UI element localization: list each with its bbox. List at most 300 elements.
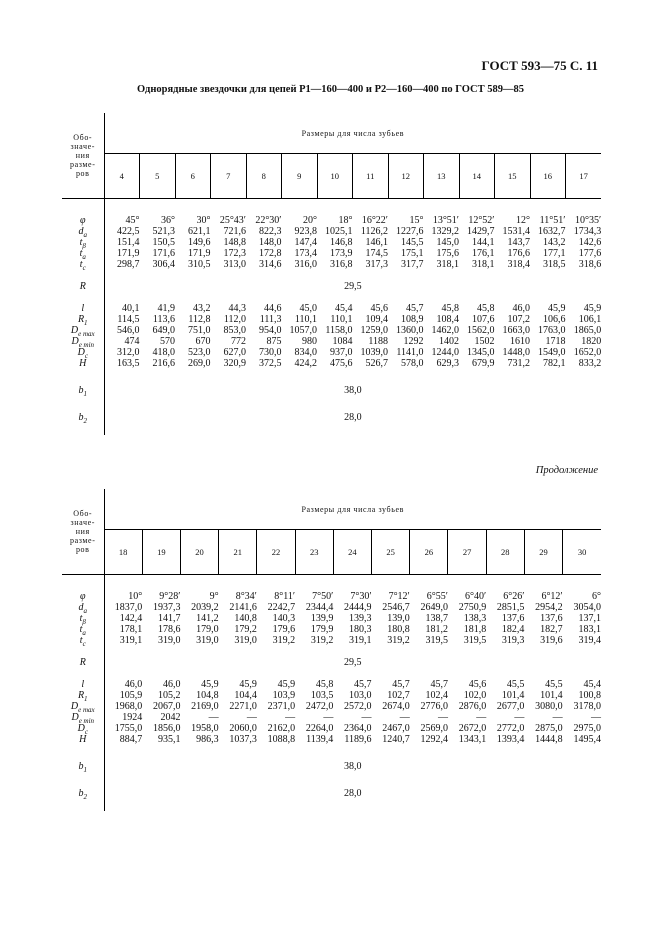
table-row <box>62 259 601 270</box>
value-cell: 2851,5 <box>496 602 525 613</box>
value-cell: 424,2 <box>294 358 317 369</box>
value-cell: 41,9 <box>157 303 175 314</box>
value-cell: 3054,0 <box>573 602 601 613</box>
value-cell: 182,4 <box>501 624 525 635</box>
table-row <box>62 385 601 396</box>
value-cell: 45,6 <box>370 303 388 314</box>
value-cell: 1734,3 <box>573 226 602 237</box>
value-cell: 1189,6 <box>344 734 372 745</box>
value-cell: 44,3 <box>228 303 246 314</box>
value-cell: 179,9 <box>310 624 334 635</box>
value-cell: 18° <box>338 215 353 226</box>
symbol-text: D <box>71 712 79 723</box>
value-cell: 103,9 <box>272 690 296 701</box>
row-symbol <box>62 761 104 772</box>
value-cell: 2141,6 <box>229 602 257 613</box>
value-cell: 46,0 <box>162 679 181 690</box>
symbol-text: R <box>77 314 85 325</box>
table-row <box>62 226 601 237</box>
value-cell: 314,6 <box>259 259 282 270</box>
table-row <box>62 624 601 635</box>
value-cell: 319,6 <box>540 635 563 646</box>
spacer <box>104 575 601 592</box>
value-cell: 1663,0 <box>502 325 530 336</box>
value-cell: 114,5 <box>117 314 140 325</box>
value-cell: 109,4 <box>365 314 388 325</box>
value-cell: 181,2 <box>425 624 448 635</box>
spacer <box>104 396 601 412</box>
value-cell: 875 <box>266 336 282 347</box>
spacer <box>62 575 104 592</box>
spacer <box>62 745 104 761</box>
value-cell: 670 <box>195 336 211 347</box>
value-cell: 312,0 <box>117 347 140 358</box>
value-cell: 177,6 <box>578 248 602 259</box>
value-cell: 143,7 <box>507 237 530 248</box>
value-cell: 46,0 <box>124 679 143 690</box>
table-row <box>62 788 601 799</box>
value-cell: 2876,0 <box>458 701 487 712</box>
symbol-text: t <box>79 248 83 259</box>
teeth-count: 18 <box>104 530 142 575</box>
value-cell: 16°22′ <box>361 215 388 226</box>
value-cell: 45,5 <box>545 679 563 690</box>
value-cell: 2242,7 <box>267 602 296 613</box>
symbol-text: d <box>78 226 84 237</box>
table-row <box>62 635 601 646</box>
value-cell: 319,2 <box>272 635 296 646</box>
value-cell: 2371,0 <box>267 701 296 712</box>
symbol-text: φ <box>79 215 86 226</box>
value-cell: 627,0 <box>223 347 246 358</box>
row-symbol <box>62 412 104 423</box>
value-cell: 105,9 <box>119 690 143 701</box>
value-cell: 45,9 <box>583 303 602 314</box>
value-cell: 106,6 <box>543 314 566 325</box>
spacer <box>104 270 601 281</box>
value-cell: 418,0 <box>152 347 175 358</box>
value-cell: 8°34′ <box>235 591 257 602</box>
spacer <box>62 369 104 385</box>
merged-value-cell: 29,5 <box>344 657 362 668</box>
symbol-text: D <box>70 701 79 712</box>
value-cell: 319,5 <box>425 635 448 646</box>
table-row <box>62 237 601 248</box>
value-cell: 523,0 <box>188 347 211 358</box>
symbol-subscript: a <box>83 607 87 615</box>
value-cell: 44,6 <box>264 303 282 314</box>
value-cell: 1057,0 <box>289 325 317 336</box>
value-cell: 318,5 <box>543 259 566 270</box>
value-cell: 310,5 <box>188 259 211 270</box>
value-cell: 474 <box>124 336 140 347</box>
value-cell: 137,6 <box>501 613 525 624</box>
value-cell: 216,6 <box>152 358 175 369</box>
value-cell: 181,8 <box>463 624 487 635</box>
value-cell: 2677,0 <box>496 701 525 712</box>
row-symbol <box>62 385 104 396</box>
value-cell: 43,2 <box>193 303 211 314</box>
symbol-text: R <box>77 690 85 701</box>
value-cell: 149,6 <box>188 237 211 248</box>
table-row <box>62 602 601 613</box>
value-cell: — <box>361 712 372 723</box>
teeth-count: 14 <box>459 154 495 199</box>
value-cell: 372,5 <box>259 358 282 369</box>
value-cell: 1084 <box>332 336 353 347</box>
value-cell: 2264,0 <box>305 723 334 734</box>
value-cell: 317,3 <box>365 259 388 270</box>
value-cell: 46,0 <box>512 303 530 314</box>
value-cell: 1037,3 <box>229 734 257 745</box>
value-cell: 546,0 <box>117 325 140 336</box>
teeth-count: 26 <box>410 530 448 575</box>
merged-value-cell: 28,0 <box>344 788 362 799</box>
value-cell: 2649,0 <box>420 602 448 613</box>
value-cell: 1126,2 <box>360 226 388 237</box>
value-cell: 2674,0 <box>382 701 410 712</box>
value-cell: 1360,0 <box>396 325 424 336</box>
value-cell: 6°26′ <box>503 591 525 602</box>
value-cell: 319,0 <box>196 635 219 646</box>
value-cell: 143,2 <box>543 237 566 248</box>
symbol-text: t <box>79 635 83 646</box>
teeth-count: 28 <box>486 530 524 575</box>
value-cell: 8°11′ <box>274 591 296 602</box>
row-symbol <box>62 325 104 336</box>
value-cell: 1502 <box>474 336 495 347</box>
symbol-subscript: e max <box>78 330 95 338</box>
spacer <box>104 369 601 385</box>
value-cell: 1025,1 <box>325 226 353 237</box>
teeth-count: 13 <box>424 154 460 199</box>
teeth-count: 7 <box>211 154 247 199</box>
value-cell: 150,5 <box>152 237 175 248</box>
value-cell: 173,4 <box>294 248 317 259</box>
value-cell: 45,8 <box>477 303 495 314</box>
value-cell: 15° <box>409 215 424 226</box>
row-symbol <box>62 358 104 369</box>
row-symbol <box>62 281 104 292</box>
teeth-count: 24 <box>333 530 371 575</box>
value-cell: — <box>552 712 563 723</box>
row-symbol <box>62 788 104 799</box>
teeth-count: 16 <box>530 154 566 199</box>
value-cell: 148,0 <box>259 237 282 248</box>
value-cell: 2472,0 <box>305 701 334 712</box>
value-cell: 45,7 <box>430 679 448 690</box>
symbol-subscript: a <box>82 629 86 637</box>
value-cell: 171,9 <box>188 248 211 259</box>
value-cell: 1240,7 <box>382 734 410 745</box>
spacer <box>62 772 104 788</box>
table-row <box>62 358 601 369</box>
value-cell: 139,3 <box>349 613 372 624</box>
teeth-count: 27 <box>448 530 486 575</box>
symbol-text: b <box>78 385 84 396</box>
value-cell: 1039,0 <box>360 347 388 358</box>
value-cell: 3080,0 <box>535 701 563 712</box>
value-cell: 1292,4 <box>420 734 448 745</box>
value-cell: 146,8 <box>330 237 353 248</box>
row-symbol <box>62 723 104 734</box>
teeth-count: 9 <box>282 154 318 199</box>
row-symbol <box>62 701 104 712</box>
value-cell: 45,8 <box>441 303 459 314</box>
value-cell: 313,0 <box>223 259 246 270</box>
teeth-count: 12 <box>388 154 424 199</box>
merged-value-cell: 28,0 <box>344 412 362 423</box>
table-row <box>62 336 601 347</box>
table-row <box>62 347 601 358</box>
value-cell: 319,0 <box>234 635 257 646</box>
value-cell: 751,0 <box>188 325 211 336</box>
symbol-text: t <box>79 624 83 635</box>
value-cell: 171,9 <box>117 248 140 259</box>
table-row <box>62 215 601 226</box>
teeth-count: 4 <box>104 154 140 199</box>
symbol-subscript: a <box>83 231 87 239</box>
value-cell: 183,1 <box>578 624 601 635</box>
table-row <box>62 314 601 325</box>
symbol-text: D <box>71 336 79 347</box>
value-cell: 100,8 <box>578 690 601 701</box>
value-cell: 319,3 <box>501 635 525 646</box>
row-symbol <box>62 712 104 723</box>
teeth-count: 11 <box>353 154 389 199</box>
value-cell: 102,7 <box>387 690 410 701</box>
symbol-text: b <box>78 412 84 423</box>
value-cell: 111,3 <box>259 314 282 325</box>
value-cell: 45,9 <box>277 679 296 690</box>
value-cell: 142,4 <box>119 613 143 624</box>
row-symbol <box>62 690 104 701</box>
value-cell: 2546,7 <box>382 602 410 613</box>
value-cell: 318,4 <box>507 259 530 270</box>
value-cell: 10° <box>128 591 143 602</box>
value-cell: 721,6 <box>223 226 246 237</box>
value-cell: 1139,4 <box>306 734 334 745</box>
value-cell: 104,8 <box>196 690 219 701</box>
value-cell: 101,4 <box>501 690 525 701</box>
value-cell: 319,1 <box>119 635 143 646</box>
value-cell: 2060,0 <box>229 723 257 734</box>
teeth-count: 15 <box>495 154 531 199</box>
value-cell: 112,8 <box>188 314 211 325</box>
value-cell: 2039,2 <box>191 602 219 613</box>
value-cell: 163,5 <box>117 358 140 369</box>
value-cell: 10°35′ <box>575 215 602 226</box>
spacer <box>62 199 104 216</box>
table-row <box>62 591 601 602</box>
symbol-text: H <box>79 734 87 745</box>
value-cell: 316,0 <box>294 259 317 270</box>
value-cell: 172,3 <box>223 248 246 259</box>
value-cell: 106,1 <box>578 314 602 325</box>
value-cell: 1837,0 <box>114 602 143 613</box>
value-cell: 772 <box>231 336 246 347</box>
value-cell: 621,1 <box>188 226 211 237</box>
sprocket-table-1 <box>62 113 601 435</box>
value-cell: 45,0 <box>299 303 317 314</box>
value-cell: 45,7 <box>406 303 424 314</box>
value-cell: — <box>399 712 410 723</box>
value-cell: 320,9 <box>223 358 246 369</box>
value-cell: 935,1 <box>157 734 181 745</box>
value-cell: 884,7 <box>119 734 143 745</box>
symbol-subscript: 1 <box>84 695 88 703</box>
value-cell: 180,3 <box>349 624 372 635</box>
teeth-count: 10 <box>317 154 353 199</box>
table-row <box>62 734 601 745</box>
value-cell: 113,6 <box>152 314 175 325</box>
symbol-text: l <box>81 679 85 690</box>
value-cell: 1292 <box>403 336 424 347</box>
value-cell: — <box>285 712 296 723</box>
value-cell: 45,5 <box>506 679 525 690</box>
value-cell: 2364,0 <box>344 723 372 734</box>
value-cell: 45,9 <box>201 679 219 690</box>
value-cell: 182,7 <box>540 624 563 635</box>
value-cell: 107,2 <box>507 314 530 325</box>
value-cell: 102,0 <box>463 690 487 701</box>
value-cell: 144,1 <box>472 237 495 248</box>
value-cell: 986,3 <box>196 734 219 745</box>
value-cell: — <box>323 712 334 723</box>
spacer <box>104 646 601 657</box>
value-cell: 923,8 <box>294 226 317 237</box>
symbol-subscript: 2 <box>83 793 87 801</box>
value-cell: 105,2 <box>157 690 181 701</box>
value-cell: 521,3 <box>152 226 175 237</box>
value-cell: 1820 <box>581 336 602 347</box>
value-cell: 141,7 <box>157 613 181 624</box>
symbol-text: t <box>79 613 83 624</box>
value-cell: — <box>591 712 601 723</box>
value-cell: 175,6 <box>436 248 459 259</box>
symbol-subscript: β <box>82 242 86 250</box>
value-cell: 1345,0 <box>467 347 495 358</box>
value-cell: 730,0 <box>259 347 282 358</box>
value-cell: 2750,9 <box>458 602 487 613</box>
value-cell: 578,0 <box>401 358 424 369</box>
value-cell: 853,0 <box>223 325 246 336</box>
value-cell: 7°30′ <box>350 591 372 602</box>
value-cell: 679,9 <box>472 358 495 369</box>
value-cell: 178,1 <box>119 624 143 635</box>
symbol-subscript: 1 <box>84 319 88 327</box>
row-symbol <box>62 591 104 602</box>
sizes-header: Размеры для числа зубьев <box>104 113 601 154</box>
spacer <box>62 292 104 303</box>
value-cell: 145,0 <box>436 237 459 248</box>
value-cell: 45,7 <box>392 679 410 690</box>
value-cell: 146,1 <box>365 237 388 248</box>
table-row <box>62 281 601 292</box>
value-cell: 151,4 <box>117 237 140 248</box>
value-cell: 179,0 <box>196 624 219 635</box>
value-cell: 1865,0 <box>573 325 602 336</box>
value-cell: 822,3 <box>259 226 282 237</box>
value-cell: — <box>208 712 219 723</box>
symbol-text: b <box>78 761 84 772</box>
value-cell: 269,0 <box>188 358 211 369</box>
symbol-text: D <box>77 723 85 734</box>
teeth-count: 20 <box>180 530 218 575</box>
row-header-label: Обо- значе- ния разме- ров <box>62 113 104 199</box>
value-cell: 833,2 <box>578 358 602 369</box>
value-cell: 20° <box>303 215 317 226</box>
symbol-text: R <box>79 281 86 292</box>
row-header-label: Обо- значе- ния разме- ров <box>62 489 104 575</box>
value-cell: 1402 <box>439 336 459 347</box>
value-cell: 731,2 <box>507 358 530 369</box>
value-cell: 298,7 <box>117 259 140 270</box>
value-cell: 45,9 <box>239 679 257 690</box>
merged-value-cell: 29,5 <box>344 281 362 292</box>
symbol-text: t <box>79 259 83 270</box>
value-cell: 2067,0 <box>152 701 181 712</box>
value-cell: 138,3 <box>463 613 487 624</box>
value-cell: 2672,0 <box>458 723 487 734</box>
symbol-text: R <box>79 657 86 668</box>
symbol-subscript: 1 <box>83 766 87 774</box>
value-cell: 108,4 <box>436 314 459 325</box>
table-row <box>62 657 601 668</box>
value-cell: 2162,0 <box>267 723 296 734</box>
spacer <box>104 423 601 435</box>
symbol-subscript: 1 <box>83 390 87 398</box>
value-cell: 139,9 <box>310 613 334 624</box>
row-symbol <box>62 613 104 624</box>
spacer <box>104 292 601 303</box>
value-cell: 11°51′ <box>539 215 566 226</box>
value-cell: 102,4 <box>425 690 448 701</box>
symbol-text: D <box>77 347 85 358</box>
teeth-count: 21 <box>219 530 257 575</box>
value-cell: 13°51′ <box>432 215 459 226</box>
continuation-label: Продолжение <box>535 465 598 476</box>
value-cell: 171,6 <box>152 248 175 259</box>
row-symbol <box>62 303 104 314</box>
value-cell: 2772,0 <box>496 723 525 734</box>
merged-value-cell: 38,0 <box>344 761 362 772</box>
table-row <box>62 712 601 723</box>
teeth-count: 17 <box>566 154 602 199</box>
value-cell: 319,2 <box>387 635 410 646</box>
value-cell: 317,7 <box>401 259 424 270</box>
value-cell: 112,0 <box>223 314 246 325</box>
teeth-count: 29 <box>524 530 562 575</box>
value-cell: 319,1 <box>349 635 372 646</box>
teeth-count: 19 <box>142 530 180 575</box>
value-cell: 782,1 <box>543 358 566 369</box>
value-cell: 2042 <box>160 712 181 723</box>
table-row <box>62 613 601 624</box>
symbol-subscript: c <box>82 264 86 272</box>
value-cell: 629,3 <box>436 358 459 369</box>
value-cell: 107,6 <box>472 314 495 325</box>
value-cell: 475,6 <box>330 358 353 369</box>
value-cell: 110,1 <box>330 314 353 325</box>
value-cell: 177,1 <box>543 248 566 259</box>
symbol-text: t <box>79 237 83 248</box>
value-cell: 1141,0 <box>396 347 424 358</box>
value-cell: 30° <box>196 215 211 226</box>
value-cell: 1343,1 <box>458 734 487 745</box>
value-cell: 104,4 <box>234 690 257 701</box>
value-cell: 173,9 <box>330 248 353 259</box>
